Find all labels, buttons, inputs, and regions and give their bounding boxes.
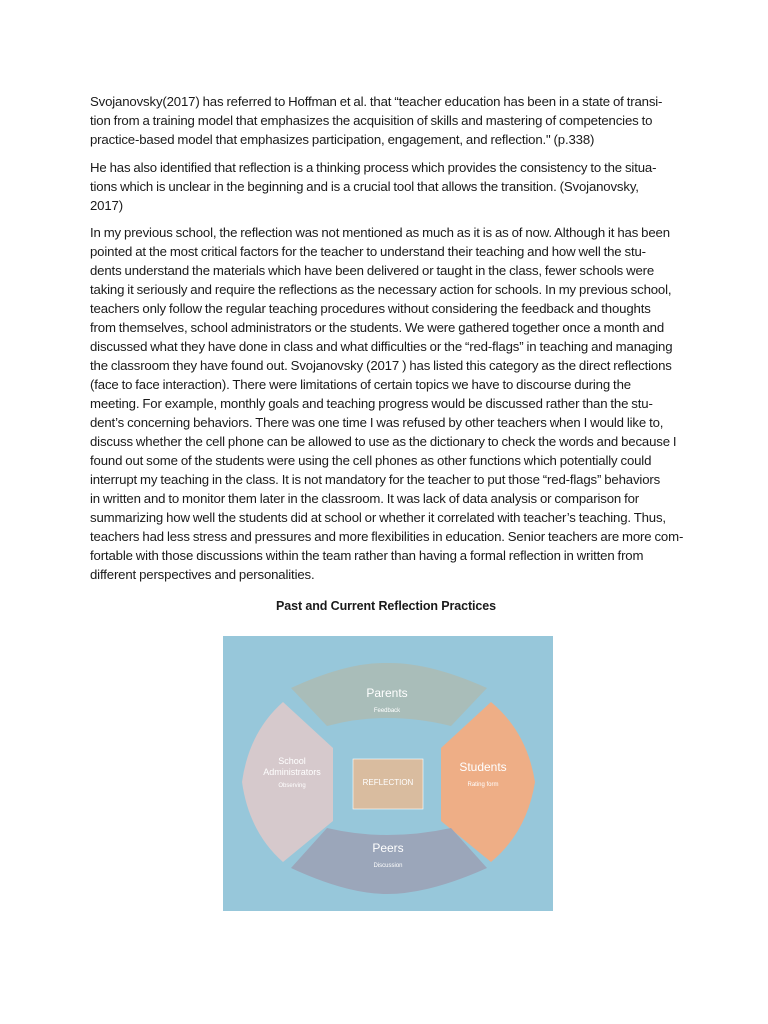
paragraph-line: different perspectives and personalities. [90,567,315,582]
reflection-diagram [223,636,553,911]
paragraph-line: the classroom they have found out. Svojanovsky (2017 ) has listed this category as the direct reflections [90,358,672,373]
paragraph-line: dents understand the materials which have been delivered or taught in the class, fewer schools were [90,263,655,278]
segment-students-subtitle: Rating form [467,782,499,788]
paragraph-line: pointed at the most critical factors for the teacher to understand their teaching and how well the stu- [90,244,646,259]
figure-title: Past and Current Reflection Practices [276,599,496,613]
paragraph-line: fortable with those discussions within the team rather than having a formal reflection in written from [90,548,644,563]
paragraph-line: taking it seriously and require the reflections as the necessary action for schools. In my previous school, [90,282,672,297]
paragraph-line: summarizing how well the students did at school or whether it correlated with teacher’s teaching. Thus, [90,510,666,525]
paragraph-3 [90,223,682,584]
segment-admin-subtitle: Observing [278,783,306,789]
paragraph-line: practice-based model that emphasizes participation, engagement, and reflection." (p.338) [90,132,595,147]
segment-admin-title-line2: Administrators [263,767,321,777]
center-reflection-label: REFLECTION [362,778,414,787]
segment-peers-subtitle: Discussion [373,863,403,869]
paragraph-line: 2017) [90,198,123,213]
paragraph-line: meeting. For example, monthly goals and teaching progress would be discussed rather than the stu- [90,396,653,411]
paragraph-2 [90,158,682,215]
paragraph-1 [90,92,682,149]
paragraph-line: from themselves, school administrators or the students. We were gathered together once a month and [90,320,665,335]
paragraph-line: Svojanovsky(2017) has referred to Hoffman et al. that “teacher education has been in a state of transi- [90,94,663,109]
paragraph-line: He has also identified that reflection is a thinking process which provides the consistency to the situa- [90,160,657,175]
paragraph-line: dent’s concerning behaviors. There was one time I was refused by other teachers when I would like to, [90,415,664,430]
segment-parents-title: Parents [366,686,408,700]
paragraph-line: (face to face interaction). There were limitations of certain topics we have to discourse during the [90,377,631,392]
paragraph-line: interrupt my teaching in the class. It is not mandatory for the teacher to put those “red-flags” behaviors [90,472,661,487]
segment-parents-subtitle: Feedback [373,708,401,714]
paragraph-line: tion from a training model that emphasizes the acquisition of skills and mastering of competencies to [90,113,653,128]
segment-peers-title: Peers [372,841,404,855]
paragraph-line: discussed what they have done in class and what difficulties or the “red-flags” in teaching and managing [90,339,673,354]
paragraph-line: tions which is unclear in the beginning and is a crucial tool that allows the transition. (Svojanovsky, [90,179,639,194]
paragraph-line: In my previous school, the reflection was not mentioned as much as it is as of now. Although it has been [90,225,670,240]
segment-students-title: Students [459,760,507,774]
paragraph-line: in written and to monitor them later in the classroom. It was lack of data analysis or comparison for [90,491,640,506]
paragraph-line: discuss whether the cell phone can be allowed to use as the dictionary to check the words and because I [90,434,677,449]
paragraph-line: teachers only follow the regular teaching procedures without considering the feedback and thoughts [90,301,651,316]
paragraph-line: teachers had less stress and pressures and more flexibilities in education. Senior teachers are more com- [90,529,684,544]
paragraph-line: found out some of the students were using the cell phones as other functions which potentially could [90,453,652,468]
segment-admin-title-line1: School [278,756,306,766]
